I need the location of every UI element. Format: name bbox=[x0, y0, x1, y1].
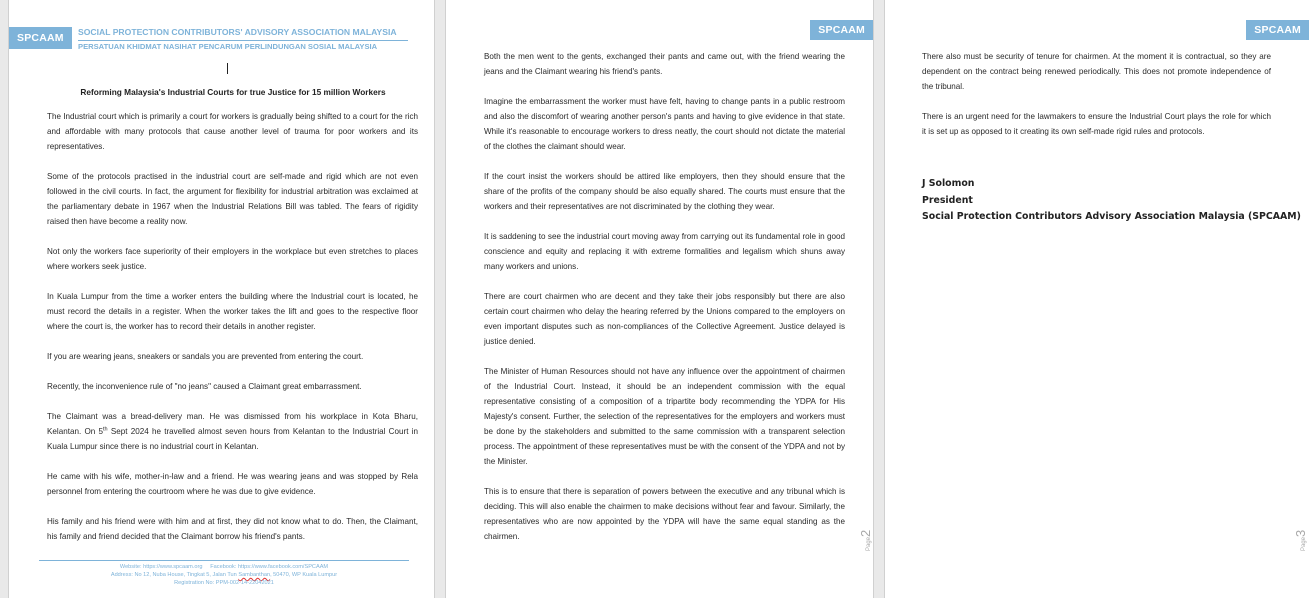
paragraph[interactable]: Both the men went to the gents, exchanged their pants and came out, with the friend wearing the jeans and the Claimant wearing his friend's pants. bbox=[484, 52, 845, 76]
paragraph[interactable]: There is an urgent need for the lawmakers to ensure the Industrial Court plays the role for which it is set up as opposed to it creating its own self-made rigid rules and protocols. bbox=[922, 112, 1271, 136]
page-3-body[interactable] bbox=[922, 49, 1271, 154]
paragraph[interactable]: It is saddening to see the industrial court moving away from carrying out its fundamental role in good conscience and equity and replacing it with extreme formalities and legalism which shuns away many workers and unions. bbox=[484, 232, 845, 271]
spellcheck-flagged-word[interactable]: Sambanthan bbox=[238, 572, 271, 579]
page-footer bbox=[39, 563, 409, 588]
paragraph[interactable]: If you are wearing jeans, sneakers or sandals you are prevented from entering the court. bbox=[47, 352, 364, 361]
document-page-1 bbox=[8, 0, 435, 598]
signature-block[interactable] bbox=[922, 176, 1301, 226]
spcaam-logo-badge: SPCAAM bbox=[9, 27, 72, 49]
paragraph[interactable]: There are court chairmen who are decent and they take their jobs responsibly but there are also certain court chairmen who delay the hearing referred by the Unions compared to the employers on even important disputes such as non-compliances of the Collective Agreement. Justice delayed is justice denied. bbox=[484, 292, 845, 346]
page-2-body[interactable] bbox=[484, 49, 845, 559]
signatory-name: J Solomon bbox=[922, 178, 975, 189]
paragraph[interactable]: Imagine the embarrassment the worker must have felt, having to change pants in a public restroom and also the discomfort of wearing another person's pants and having to give evidence in that state. While it's reasonable to encourage workers to dress neatly, the court should not dictate the material of the clothes the claimant should wear. bbox=[484, 97, 845, 151]
paragraph[interactable]: He came with his wife, mother-in-law and a friend. He was wearing jeans and was stopped by Rela personnel from entering the courtroom where he was due to give evidence. bbox=[47, 472, 418, 496]
page-1-body[interactable] bbox=[47, 109, 418, 559]
spcaam-logo-badge: SPCAAM bbox=[810, 20, 873, 40]
footer-website[interactable]: Website: https://www.spcaam.org bbox=[119, 564, 203, 570]
paragraph[interactable]: Not only the workers face superiority of their employers in the workplace but even stretches to places where workers seek justice. bbox=[47, 247, 418, 271]
paragraph[interactable]: His family and his friend were with him and at first, they did not know what to do. Then, the Claimant, his family and friend decided that the Claimant borrow his friend's pants. bbox=[47, 517, 418, 541]
paragraph[interactable]: The Industrial court which is primarily a court for workers is gradually being shifted to a court for the rich and affordable with many protocols that cause another level of trauma for poor workers and its representatives. bbox=[47, 112, 418, 151]
page-number-value: 2 bbox=[858, 529, 873, 537]
page-number-value: 3 bbox=[1293, 529, 1308, 537]
paragraph[interactable]: In Kuala Lumpur from the time a worker enters the building where the Industrial court is located, he must record the details in a register. When the worker takes the lift and goes to the respective floor where the court is, the worker has to record their details in another register. bbox=[47, 292, 418, 331]
page-number bbox=[858, 530, 873, 551]
paragraph[interactable]: There also must be security of tenure for chairmen. At the moment it is contractual, so they are dependent on the contract being renewed periodically. This does not promote independence of the tribunal. bbox=[922, 52, 1271, 91]
address-text-end: , 50470, WP Kuala Lumpur bbox=[270, 572, 338, 579]
footer-links-line bbox=[39, 563, 409, 571]
page-label: Page bbox=[1301, 536, 1307, 551]
claimant-text-end: Sept 2024 he travelled almost seven hours from Kelantan to the Industrial Court in Kuala Lumpur since there is no industrial court in Kelantan. bbox=[47, 427, 419, 451]
page-label: Page bbox=[866, 536, 872, 551]
document-page-3 bbox=[884, 0, 1309, 598]
text-cursor bbox=[227, 63, 228, 74]
organization-name: SOCIAL PROTECTION CONTRIBUTORS' ADVISORY ASSOCIATION MALAYSIA bbox=[78, 27, 397, 37]
paragraph[interactable]: The Minister of Human Resources should not have any influence over the appointment of chairmen of the Industrial Court. Instead, it should be an independent commission with the equal representative consisting of a composition of a tripartite body recommending the YDPA for His Majesty's consent. Further, the selection of the representatives for the employers and workers must be done by the stakeholders and submitted to the same commission with a transparent selection process. The appointment of these representatives must be with the consent of the YDPA and not by the Minister. bbox=[484, 367, 845, 466]
paragraph[interactable]: This is to ensure that there is separation of powers between the executive and any tribunal which is deciding. This will also enable the chairmen to make decisions without fear and favour. Similarly, the representatives who are now appointed by the YDPA will have the same equal standing as the chairmen. bbox=[484, 487, 845, 541]
ordinal-suffix: th bbox=[103, 426, 108, 433]
page-number bbox=[1293, 530, 1308, 551]
article-title[interactable]: Reforming Malaysia's Industrial Courts for true Justice for 15 million Workers bbox=[80, 87, 386, 97]
footer-facebook[interactable]: Facebook: https://www.facebook.com/SPCAAM bbox=[210, 564, 329, 570]
signatory-organization: Social Protection Contributors Advisory Association Malaysia (SPCAAM) bbox=[922, 211, 1301, 222]
footer-divider bbox=[39, 560, 409, 561]
paragraph[interactable]: Recently, the inconvenience rule of "no jeans" caused a Claimant great embarrassment. bbox=[47, 382, 362, 391]
address-text: Address: No 12, Nuba House, Tingkat 5, Jalan Tun bbox=[110, 572, 239, 579]
header-divider bbox=[78, 40, 408, 41]
signatory-position: President bbox=[922, 194, 973, 206]
document-page-2 bbox=[445, 0, 874, 598]
footer-registration: Registration No: PPM-002-14-22042021 bbox=[174, 580, 274, 587]
paragraph-claimant[interactable] bbox=[47, 409, 418, 454]
organization-name-malay: PERSATUAN KHIDMAT NASIHAT PENCARUM PERLINDUNGAN SOSIAL MALAYSIA bbox=[78, 42, 378, 51]
claimant-text-start: The Claimant was a bread-delivery man. He was dismissed from his workplace in Kota Bharu, Kelantan. On 5 bbox=[47, 412, 418, 436]
spcaam-logo-badge: SPCAAM bbox=[1246, 20, 1309, 40]
paragraph[interactable]: If the court insist the workers should be attired like employers, then they should ensure that the share of the profits of the company should be also equally shared. The courts must ensure that the workers and their representatives are not discriminated by the clothing they wear. bbox=[484, 172, 845, 211]
paragraph[interactable]: Some of the protocols practised in the industrial court are self-made and rigid which are not even followed in the civil courts. In fact, the argument for flexibility for industrial arbitration was exclaimed at the parliamentary debate in 1967 when the Industrial Relations Bill was tabled. The fears of rigidity raised then have become a reality now. bbox=[47, 172, 418, 226]
footer-address bbox=[39, 571, 409, 579]
